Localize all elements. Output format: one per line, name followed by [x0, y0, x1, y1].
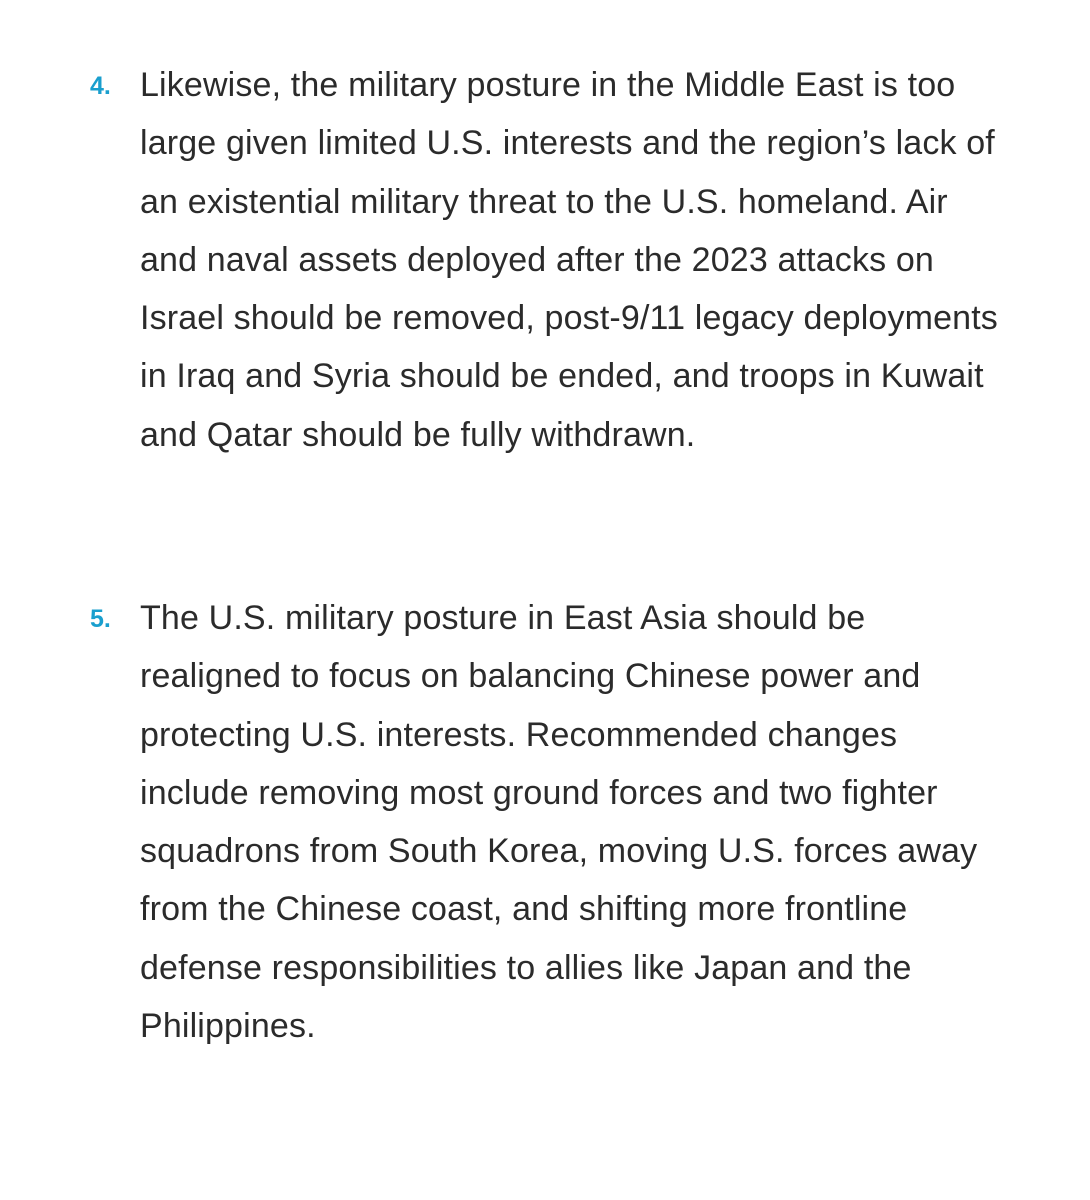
list-number: 4. [90, 72, 111, 100]
list-item-text: The U.S. military posture in East Asia should be realigned to focus on balancing Chinese power and protecting U.S. interests. Recommended changes include removing most ground forces and two fighter squadrons from South Korea, moving U.S. forces away from the Chinese coast, and shifting more frontline defense responsibilities to allies like Japan and the Philippines. [140, 599, 978, 1046]
list-item-text: Likewise, the military posture in the Middle East is too large given limited U.S. interests and the region’s lack of an existential military threat to the U.S. homeland. Air and naval assets deployed after the 2023 attacks on Israel should be removed, post-9/11 legacy deployments in Iraq and Syria should be ended, and troops in Kuwait and Qatar should be fully withdrawn. [140, 66, 998, 454]
list-number: 5. [90, 605, 111, 633]
